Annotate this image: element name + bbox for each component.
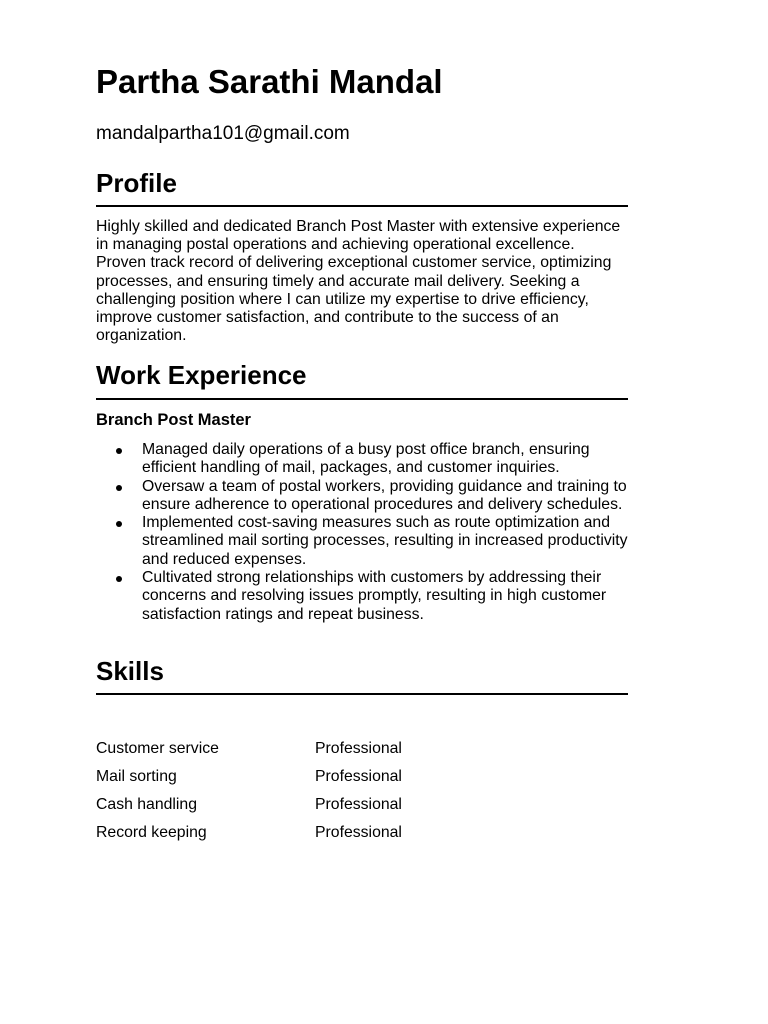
- skill-row: [96, 765, 628, 793]
- skill-row: [96, 793, 628, 821]
- bullet-icon: [116, 485, 122, 491]
- candidate-name: Partha Sarathi Mandal: [96, 63, 443, 100]
- skill-name: Record keeping: [96, 824, 207, 841]
- work-experience-divider: [96, 398, 628, 400]
- profile-divider: [96, 205, 628, 207]
- email-address: mandalpartha101@gmail.com: [96, 123, 350, 144]
- job-title: Branch Post Master: [96, 411, 251, 429]
- skill-name: Mail sorting: [96, 768, 177, 785]
- work-experience-heading: Work Experience: [96, 360, 307, 390]
- list-item-text: Implemented cost-saving measures such as route optimization and streamlined mail sorting processes, resulting in increased productivity and reduced expenses.: [142, 514, 628, 568]
- profile-heading: Profile: [96, 168, 177, 198]
- skill-row: [96, 737, 628, 765]
- list-item: [96, 478, 628, 515]
- skills-divider: [96, 693, 628, 695]
- skills-table: [96, 737, 628, 849]
- list-item: [96, 514, 628, 569]
- job-responsibilities-list: [96, 441, 628, 624]
- bullet-icon: [116, 448, 122, 454]
- list-item-text: Oversaw a team of postal workers, providing guidance and training to ensure adherence to operational procedures and delivery schedules.: [142, 477, 627, 513]
- bullet-icon: [116, 576, 122, 582]
- list-item: [96, 569, 628, 624]
- profile-summary: Highly skilled and dedicated Branch Post Master with extensive experience in managing postal operations and achieving operational excellence. Proven track record of delivering exceptional customer service, optimizing processes, and ensuring timely and accurate mail delivery. Seeking a challenging position where I can utilize my expertise to drive efficiency, improve customer satisfaction, and contribute to the success of an organization.: [96, 218, 621, 345]
- skill-level: Professional: [315, 768, 402, 785]
- list-item-text: Cultivated strong relationships with customers by addressing their concerns and resolving issues promptly, resulting in high customer satisfaction ratings and repeat business.: [142, 569, 607, 623]
- skill-level: Professional: [315, 824, 402, 841]
- skill-level: Professional: [315, 796, 402, 813]
- skill-row: [96, 821, 628, 849]
- list-item-text: Managed daily operations of a busy post office branch, ensuring efficient handling of mail, packages, and customer inquiries.: [142, 441, 590, 477]
- bullet-icon: [116, 521, 122, 527]
- skill-name: Customer service: [96, 740, 219, 757]
- list-item: [96, 441, 628, 478]
- skills-heading: Skills: [96, 656, 164, 686]
- skill-level: Professional: [315, 740, 402, 757]
- skill-name: Cash handling: [96, 796, 197, 813]
